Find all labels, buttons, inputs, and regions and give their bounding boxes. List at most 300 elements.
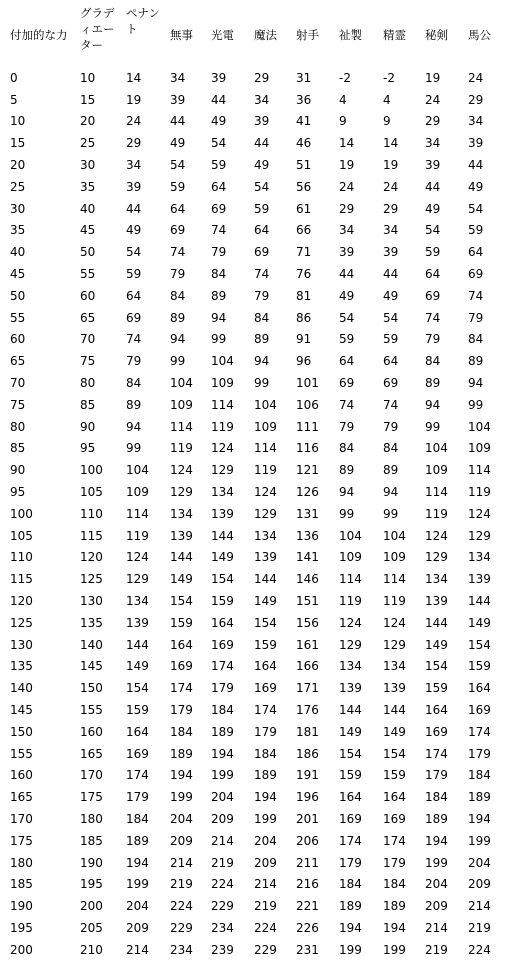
table-cell: 134 [126,594,149,609]
table-cell: 10 [10,114,26,129]
table-row [2,241,502,263]
table-row [2,154,502,176]
table-cell: 184 [254,746,277,761]
table-cell: 49 [254,158,270,173]
table-row [2,830,502,852]
table-cell: 175 [10,833,33,848]
table-cell: 39 [383,245,399,260]
table-cell: 94 [254,354,270,369]
table-cell: 49 [425,201,441,216]
table-row [2,438,502,460]
table-cell: 75 [10,397,26,412]
table-cell: 169 [383,811,406,826]
table-cell: 44 [170,114,186,129]
table-cell: 69 [468,267,484,282]
table-cell: 79 [126,354,142,369]
table-cell: 79 [170,267,186,282]
table-cell: 49 [170,136,186,151]
table-cell: 99 [468,397,484,412]
table-cell: 25 [80,136,96,151]
table-cell: 89 [425,376,441,391]
table-cell: 29 [339,201,355,216]
table-row [2,677,502,699]
table-cell: 69 [339,376,355,391]
table-cell: 54 [468,201,484,216]
table-row [2,132,502,154]
table-cell: 20 [80,114,96,129]
table-cell: 120 [80,550,103,565]
table-cell: 105 [10,528,33,543]
table-cell: 65 [80,310,96,325]
table-cell: 19 [126,92,142,107]
table-row [2,786,502,808]
table-cell: 129 [468,528,491,543]
table-cell: 44 [126,201,142,216]
table-cell: 74 [170,245,186,260]
table-cell: 51 [296,158,312,173]
table-cell: 174 [468,724,491,739]
table-cell: 29 [126,136,142,151]
table-cell: 199 [211,768,234,783]
table-cell: 229 [211,899,234,914]
table-cell: 145 [10,703,33,717]
stat-table [2,2,502,961]
table-cell: 139 [254,550,277,565]
table-cell: 49 [383,288,399,303]
table-cell: 71 [296,245,312,260]
table-cell: 124 [170,463,193,478]
table-cell: 209 [468,877,491,892]
table-cell: 164 [425,703,448,717]
table-cell: 94 [126,419,142,434]
table-cell: 144 [126,637,149,652]
table-cell: 99 [383,506,399,521]
table-cell: 210 [80,942,103,957]
table-cell: 35 [80,179,96,194]
table-cell: 109 [383,550,406,565]
table-cell: 110 [10,550,33,565]
table-cell: 96 [296,354,312,369]
table-cell: 224 [468,942,491,957]
table-cell: 84 [383,441,399,456]
table-cell: 114 [383,572,406,587]
table-cell: 149 [339,724,362,739]
table-cell: 100 [80,463,103,478]
table-cell: 64 [170,201,186,216]
table-cell: 219 [425,942,448,957]
table-cell: 159 [339,768,362,783]
table-cell: 119 [254,463,277,478]
table-cell: 164 [126,724,149,739]
table-row [2,917,502,939]
table-cell: 81 [296,288,312,303]
table-cell: 169 [468,703,491,717]
table-cell: 191 [296,768,319,783]
table-cell: 129 [339,637,362,652]
table-cell: 84 [211,267,227,282]
table-cell: 129 [170,485,193,500]
table-cell: 204 [254,833,277,848]
table-cell: 180 [10,855,33,870]
table-cell: 124 [126,550,149,565]
table-cell: 84 [468,332,484,347]
table-cell: 195 [80,877,103,892]
table-cell: 134 [211,485,234,500]
table-cell: 111 [296,419,319,434]
table-cell: 139 [170,528,193,543]
table-cell: 119 [126,528,149,543]
table-row [2,895,502,917]
table-cell: 49 [468,179,484,194]
table-cell: 201 [296,811,319,826]
table-cell: 125 [80,572,103,587]
table-cell: 239 [211,942,234,957]
table-cell: 59 [170,179,186,194]
table-cell: 50 [80,245,96,260]
table-cell: 70 [80,332,96,347]
table-row [2,285,502,307]
table-cell: 89 [126,397,142,412]
table-cell: 89 [170,310,186,325]
table-cell: 64 [126,288,142,303]
table-cell: 109 [170,397,193,412]
table-cell: 64 [339,354,355,369]
table-cell: 44 [254,136,270,151]
table-cell: 39 [254,114,270,129]
table-cell: 229 [170,920,193,935]
table-cell: 159 [170,615,193,630]
table-cell: 34 [126,158,142,173]
table-cell: 119 [425,506,448,521]
table-cell: 95 [80,441,96,456]
table-cell: 144 [383,703,406,717]
table-cell: 214 [468,899,491,914]
table-cell: 45 [80,223,96,238]
table-cell: 199 [383,942,406,957]
table-cell: 114 [211,397,234,412]
table-cell: 75 [80,354,96,369]
table-cell: 136 [296,528,319,543]
table-row [2,590,502,612]
table-cell: 84 [126,376,142,391]
table-cell: 221 [296,899,319,914]
table-cell: 54 [383,310,399,325]
table-cell: 209 [254,855,277,870]
table-cell: 69 [254,245,270,260]
table-cell: 140 [10,681,33,696]
table-cell: 114 [468,463,491,478]
table-cell: 49 [126,223,142,238]
table-cell: 79 [383,419,399,434]
table-cell: 189 [254,768,277,783]
table-cell: 89 [339,463,355,478]
table-cell: 149 [468,615,491,630]
table-cell: 119 [170,441,193,456]
table-cell: 159 [211,594,234,609]
table-cell: 134 [254,528,277,543]
table-cell: 39 [339,245,355,260]
table-cell: 39 [170,92,186,107]
table-cell: 110 [80,506,103,521]
table-cell: 114 [425,485,448,500]
table-cell: 74 [254,267,270,282]
table-cell: 10 [80,70,96,85]
table-row [2,503,502,525]
table-cell: 199 [468,833,491,848]
table-row [2,481,502,503]
table-cell: 109 [468,441,491,456]
table-cell: 9 [339,114,347,129]
table-cell: 155 [10,746,33,761]
table-cell: 214 [170,855,193,870]
table-cell: 94 [383,485,399,500]
table-cell: 30 [80,158,96,173]
table-cell: 34 [383,223,399,238]
table-cell: 194 [126,855,149,870]
table-cell: 119 [339,594,362,609]
table-cell: 101 [296,376,319,391]
table-cell: 34 [468,114,484,129]
table-cell: 141 [296,550,319,565]
table-cell: 40 [80,201,96,216]
table-cell: 189 [211,724,234,739]
table-cell: 15 [80,92,96,107]
table-cell: 205 [80,920,103,935]
table-cell: 181 [296,724,319,739]
table-cell: 74 [383,397,399,412]
table-row [2,67,502,89]
table-cell: 164 [383,790,406,805]
table-cell: 234 [170,942,193,957]
table-cell: 139 [383,681,406,696]
table-cell: 121 [296,463,319,478]
table-cell: 4 [339,92,347,107]
table-cell: 35 [10,223,26,238]
table-cell: 80 [80,376,96,391]
table-cell: 206 [296,833,319,848]
table-cell: 214 [425,920,448,935]
table-cell: 19 [425,70,441,85]
table-cell: 54 [425,223,441,238]
table-cell: 24 [468,70,484,85]
table-row [2,852,502,874]
table-cell: 169 [254,681,277,696]
table-cell: 79 [468,310,484,325]
table-cell: 40 [10,245,26,260]
table-cell: 104 [254,397,277,412]
table-cell: 46 [296,136,312,151]
table-cell: 74 [425,310,441,325]
table-cell: 204 [468,855,491,870]
table-cell: 20 [10,158,26,173]
table-cell: 150 [10,724,33,739]
table-cell: 154 [425,659,448,674]
table-cell: 84 [425,354,441,369]
table-cell: 144 [425,615,448,630]
table-cell: 194 [254,790,277,805]
table-cell: 24 [425,92,441,107]
table-cell: 174 [254,703,277,717]
column-header: 光電 [211,27,234,42]
table-cell: 199 [425,855,448,870]
table-cell: 45 [10,267,26,282]
table-cell: 125 [10,615,33,630]
table-row [2,394,502,416]
table-cell: 119 [383,594,406,609]
table-cell: 194 [211,746,234,761]
table-cell: 164 [468,681,491,696]
table-cell: 104 [126,463,149,478]
table-row [2,808,502,830]
table-cell: 54 [211,136,227,151]
table-cell: 214 [126,942,149,957]
table-cell: 91 [296,332,312,347]
table-cell: 190 [80,855,103,870]
table-cell: 114 [126,506,149,521]
table-cell: 174 [339,833,362,848]
column-header: ペナント [126,6,160,36]
table-cell: 169 [339,811,362,826]
table-cell: 145 [80,659,103,674]
table-cell: 149 [383,724,406,739]
table-cell: 174 [383,833,406,848]
table-cell: 64 [383,354,399,369]
table-cell: 160 [10,768,33,783]
table-cell: 169 [425,724,448,739]
table-cell: 54 [170,158,186,173]
table-cell: 159 [126,703,149,717]
table-cell: 154 [468,637,491,652]
table-cell: 155 [80,703,103,717]
table-cell: 149 [170,572,193,587]
table-row [2,939,502,961]
table-cell: 154 [254,615,277,630]
table-cell: 179 [126,790,149,805]
table-cell: 165 [80,746,103,761]
column-header: 無事 [170,27,193,42]
table-cell: 134 [170,506,193,521]
table-cell: 219 [468,920,491,935]
table-row [2,612,502,634]
table-cell: 144 [254,572,277,587]
table-cell: 149 [126,659,149,674]
table-cell: 209 [126,920,149,935]
table-cell: 94 [339,485,355,500]
table-cell: 84 [170,288,186,303]
table-row [2,416,502,438]
table-row [2,372,502,394]
table-cell: 151 [296,594,319,609]
table-cell: 76 [296,267,312,282]
table-cell: 86 [296,310,312,325]
table-header [2,2,502,67]
table-cell: 74 [339,397,355,412]
column-header: 魔法 [254,27,277,42]
table-cell: 69 [170,223,186,238]
table-cell: 179 [170,703,193,717]
table-cell: 154 [383,746,406,761]
column-header: 馬公 [468,27,491,42]
table-cell: 14 [339,136,355,151]
table-cell: 209 [425,899,448,914]
table-cell: 204 [170,811,193,826]
table-cell: 199 [170,790,193,805]
table-cell: 60 [80,288,96,303]
table-cell: 154 [126,681,149,696]
table-cell: 59 [425,245,441,260]
table-row [2,765,502,787]
table-cell: 159 [468,659,491,674]
table-cell: 184 [468,768,491,783]
table-cell: 189 [339,899,362,914]
table-cell: 39 [468,136,484,151]
table-cell: 54 [254,179,270,194]
table-cell: 79 [339,419,355,434]
table-row [2,634,502,656]
table-cell: 41 [296,114,312,129]
table-cell: 194 [425,833,448,848]
table-cell: 174 [211,659,234,674]
table-cell: 85 [10,441,26,456]
table-cell: 199 [254,811,277,826]
table-cell: 144 [170,550,193,565]
table-cell: 74 [211,223,227,238]
table-cell: 135 [80,615,103,630]
table-cell: 156 [296,615,319,630]
table-cell: 196 [296,790,319,805]
table-cell: 59 [126,267,142,282]
table-cell: 231 [296,942,319,957]
table-cell: 174 [170,681,193,696]
table-cell: 104 [383,528,406,543]
table-cell: 74 [468,288,484,303]
table-cell: 31 [296,70,312,85]
table-cell: 174 [425,746,448,761]
table-cell: 134 [468,550,491,565]
table-cell: 184 [126,811,149,826]
table-cell: 154 [211,572,234,587]
table-cell: 49 [339,288,355,303]
table-cell: 114 [170,419,193,434]
table-cell: 166 [296,659,319,674]
table-cell: 29 [254,70,270,85]
table-cell: 139 [211,506,234,521]
table-cell: 129 [254,506,277,521]
table-cell: 134 [383,659,406,674]
table-cell: 179 [211,681,234,696]
table-cell: 224 [170,899,193,914]
table-cell: 109 [211,376,234,391]
table-cell: 184 [383,877,406,892]
table-cell: 89 [254,332,270,347]
table-cell: 194 [383,920,406,935]
table-cell: 214 [211,833,234,848]
table-cell: 99 [425,419,441,434]
table-cell: 144 [211,528,234,543]
table-cell: 59 [468,223,484,238]
table-cell: 114 [339,572,362,587]
table-cell: 171 [296,681,319,696]
table-cell: 64 [468,245,484,260]
table-cell: 114 [254,441,277,456]
table-cell: 189 [126,833,149,848]
table-cell: 30 [10,201,26,216]
table-row [2,873,502,895]
table-cell: 50 [10,288,26,303]
table-cell: 15 [10,136,26,151]
table-cell: 74 [126,332,142,347]
table-cell: 34 [339,223,355,238]
